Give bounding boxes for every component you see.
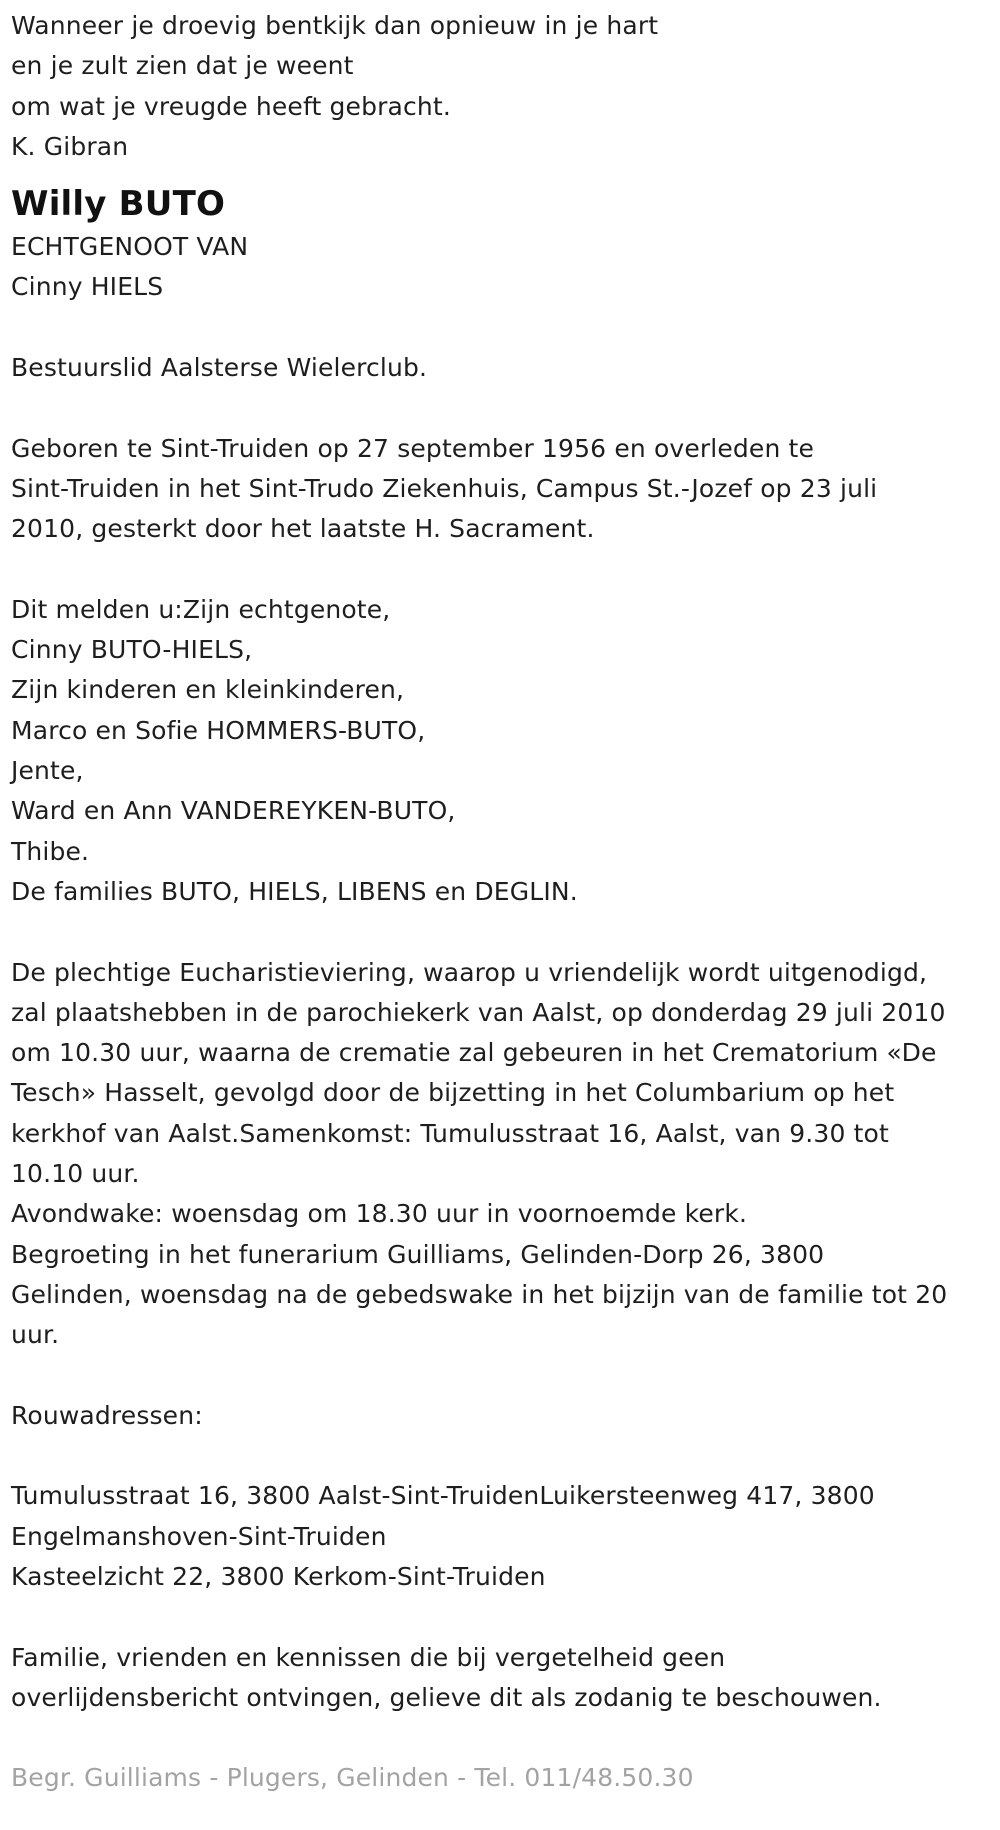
spacer — [11, 1597, 996, 1637]
funeral-home-footer: Begr. Guilliams - Plugers, Gelinden - Tel. 011/48.50.30 — [11, 1763, 694, 1793]
spouse-label: ECHTGENOOT VAN — [11, 232, 249, 262]
spacer — [11, 388, 996, 428]
quote-line: en je zult zien dat je weent — [11, 51, 354, 81]
paragraph-line: uur. — [11, 1320, 60, 1350]
quote-block — [11, 6, 996, 167]
spacer — [11, 912, 996, 952]
family-list — [11, 590, 996, 912]
paragraph-line: 10.10 uur. — [11, 1159, 140, 1189]
deceased-name: Willy BUTO — [11, 184, 226, 225]
addresses-list — [11, 1476, 996, 1597]
paragraph-line: Familie, vrienden en kennissen die bij vergetelheid geen — [11, 1642, 726, 1672]
paragraph-line: kerkhof van Aalst.Samenkomst: Tumulusstraat 16, Aalst, van 9.30 tot — [11, 1118, 889, 1148]
notice-paragraph — [11, 1638, 996, 1719]
spouse-name: Cinny HIELS — [11, 272, 164, 302]
spacer — [11, 308, 996, 348]
paragraph-line: Tesch» Hasselt, gevolgd door de bijzetting in het Columbarium op het — [11, 1078, 895, 1108]
address-line: Tumulusstraat 16, 3800 Aalst-Sint-TruidenLuikersteenweg 417, 3800 — [11, 1481, 875, 1511]
family-line: De families BUTO, HIELS, LIBENS en DEGLIN. — [11, 876, 578, 906]
deceased-block — [11, 181, 996, 308]
paragraph-line: 2010, gesterkt door het laatste H. Sacrament. — [11, 514, 595, 544]
paragraph-line: Geboren te Sint-Truiden op 27 september 1956 en overleden te — [11, 433, 815, 463]
paragraph-line: zal plaatshebben in de parochiekerk van Aalst, op donderdag 29 juli 2010 — [11, 997, 946, 1027]
address-line: Engelmanshoven-Sint-Truiden — [11, 1521, 387, 1551]
paragraph-line: De plechtige Eucharistieviering, waarop u vriendelijk wordt uitgenodigd, — [11, 957, 928, 987]
paragraph-line: overlijdensbericht ontvingen, gelieve dit als zodanig te beschouwen. — [11, 1682, 882, 1712]
paragraph-line: Sint-Truiden in het Sint-Trudo Ziekenhuis, Campus St.-Jozef op 23 juli — [11, 473, 878, 503]
birth-death-paragraph — [11, 429, 996, 550]
family-line: Jente, — [11, 756, 84, 786]
spacer — [11, 1436, 996, 1476]
paragraph-line: Gelinden, woensdag na de gebedswake in het bijzijn van de familie tot 20 — [11, 1279, 948, 1309]
quote-line: Wanneer je droevig bentkijk dan opnieuw in je hart — [11, 11, 659, 40]
family-line: Ward en Ann VANDEREYKEN-BUTO, — [11, 796, 456, 826]
paragraph-line: Avondwake: woensdag om 18.30 uur in voornoemde kerk. — [11, 1199, 748, 1229]
quote-line: om wat je vreugde heeft gebracht. — [11, 91, 451, 121]
family-line: Cinny BUTO-HIELS, — [11, 635, 253, 665]
spacer — [11, 550, 996, 590]
role-text: Bestuurslid Aalsterse Wielerclub. — [11, 353, 428, 383]
address-line: Kasteelzicht 22, 3800 Kerkom-Sint-Truiden — [11, 1561, 546, 1591]
family-line: Thibe. — [11, 836, 90, 866]
family-line: Marco en Sofie HOMMERS-BUTO, — [11, 715, 426, 745]
quote-author: K. Gibran — [11, 131, 129, 161]
paragraph-line: om 10.30 uur, waarna de crematie zal gebeuren in het Crematorium «De — [11, 1038, 937, 1068]
addresses-heading: Rouwadressen: — [11, 1400, 203, 1430]
spacer — [11, 1356, 996, 1396]
family-line: Zijn kinderen en kleinkinderen, — [11, 675, 405, 705]
ceremony-paragraph — [11, 953, 996, 1356]
family-line: Dit melden u:Zijn echtgenote, — [11, 594, 391, 624]
obituary-notice — [11, 6, 996, 1798]
paragraph-line: Begroeting in het funerarium Guilliams, Gelinden-Dorp 26, 3800 — [11, 1239, 825, 1269]
